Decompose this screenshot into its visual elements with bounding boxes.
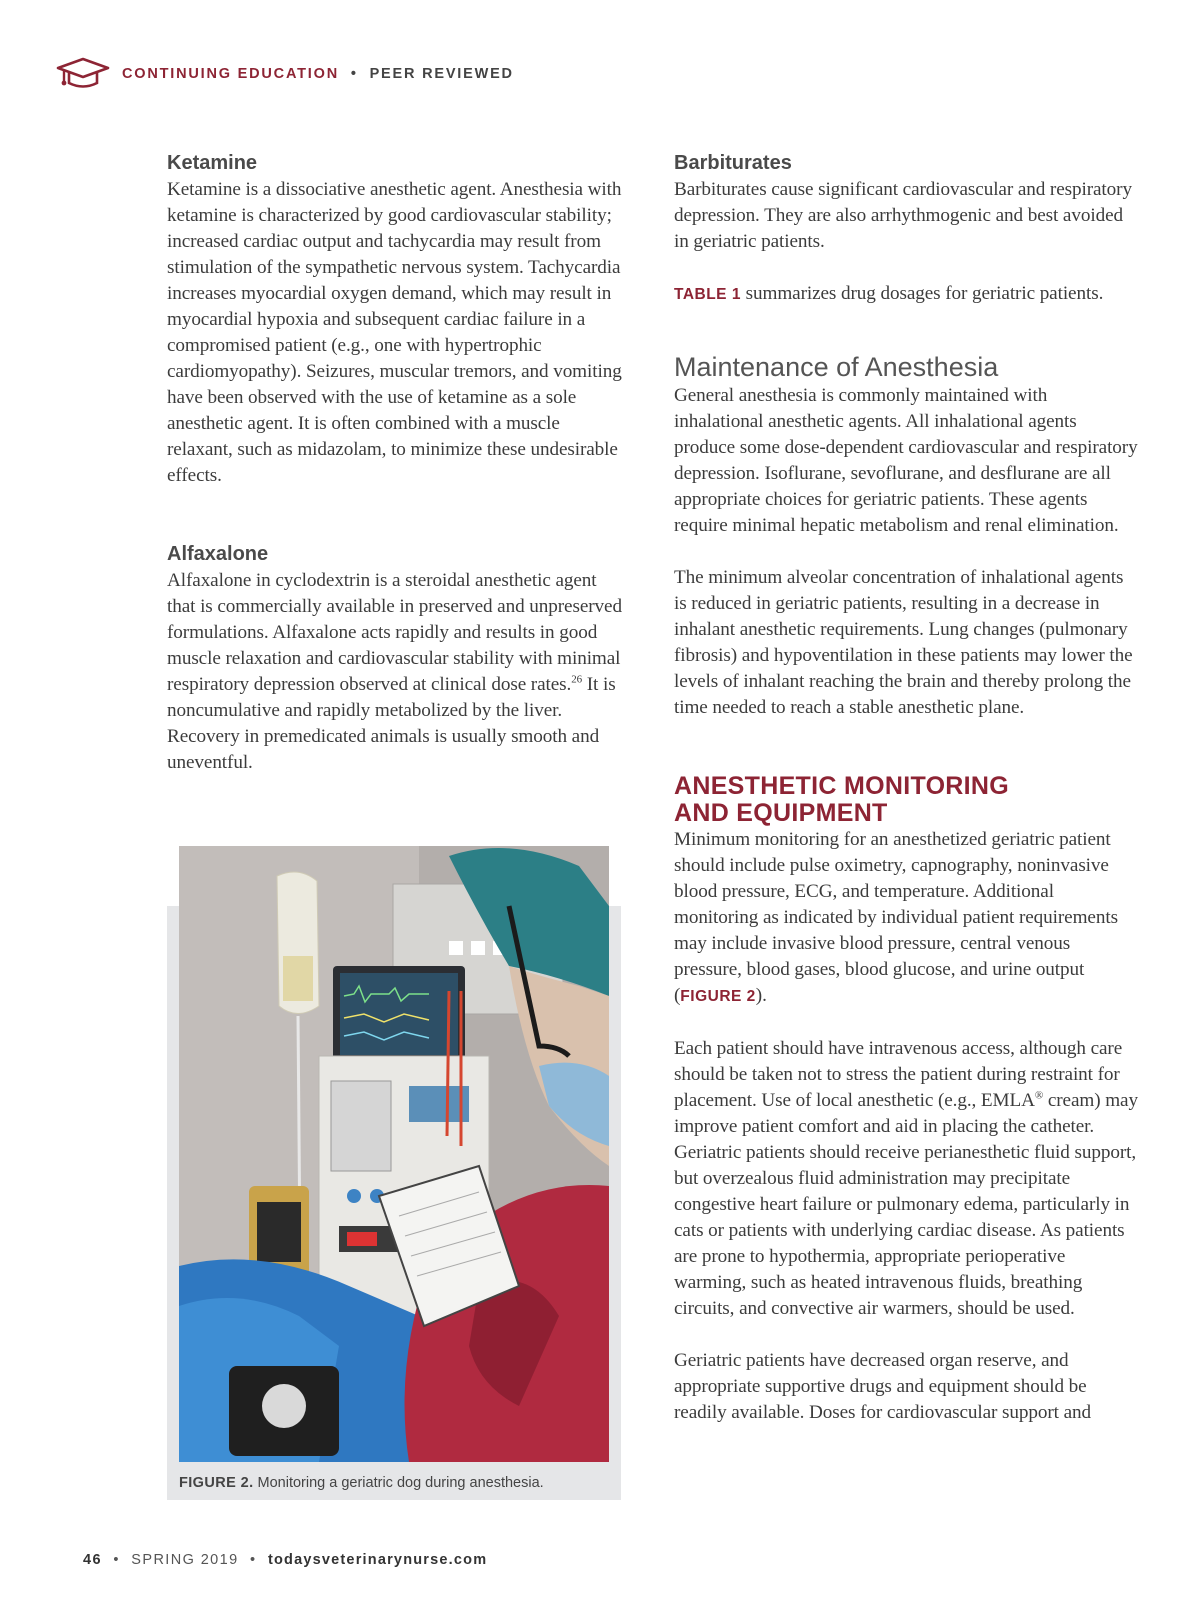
barbiturates-heading: Barbiturates — [674, 152, 792, 174]
figure-label: FIGURE 2. — [179, 1475, 254, 1491]
monitoring-paragraph-3: Geriatric patients have decreased organ reserve, and appropriate supportive drugs and equipment should be readily available. Doses for cardiovascular support and — [674, 1350, 1092, 1424]
peer-reviewed-label: PEER REVIEWED — [369, 66, 514, 82]
monitoring-paragraph-1 — [674, 827, 1140, 1010]
monitoring-heading-line-1: ANESTHETIC MONITORING — [674, 772, 1010, 801]
monitoring-paragraph-2 — [674, 1036, 1140, 1322]
issue-label: SPRING 2019 — [131, 1552, 239, 1568]
alfaxalone-paragraph — [167, 568, 627, 776]
figure-caption-text: Monitoring a geriatric dog during anesthesia. — [253, 1475, 544, 1491]
left-column — [167, 150, 627, 776]
citation-26: 26 — [571, 673, 583, 686]
figure-caption — [179, 1475, 609, 1491]
alfaxalone-heading: Alfaxalone — [167, 543, 269, 565]
maintenance-heading: Maintenance of Anesthesia — [674, 352, 999, 382]
monitoring-paragraph-1-text-b: ). — [755, 985, 767, 1007]
monitoring-paragraph-2-text-a: Each patient should have intravenous access, although care should be taken not to stress the patient during restraint for placement. Use of local anesthetic (e.g., EMLA — [674, 1038, 1123, 1112]
right-column — [674, 150, 1140, 1426]
page-footer — [83, 1552, 487, 1568]
alfaxalone-text-a: Alfaxalone in cyclodextrin is a steroidal anesthetic agent that is commercially available in preserved and unpreserved formulations. Alfaxalone acts rapidly and results in good muscle relaxation and cardiovascular stability with minimal respiratory depression observed at clinical dose rates. — [167, 570, 622, 695]
footer-separator-2: • — [250, 1552, 257, 1568]
monitoring-heading — [674, 773, 1140, 827]
barbiturates-paragraph: Barbiturates cause significant cardiovascular and respiratory depression. They are also arrhythmogenic and best avoided in geriatric patients. — [674, 179, 1132, 252]
figure-photo — [179, 846, 609, 1462]
anesthesia-scene-illustration — [179, 846, 609, 1462]
table-1-link[interactable]: TABLE 1 — [674, 286, 741, 303]
monitoring-heading-line-2: AND EQUIPMENT — [674, 799, 888, 828]
monitoring-paragraph-2-text-b: cream) may improve patient comfort and aid in placing the catheter. Geriatric patients should receive perianesthetic fluid support, but overzealous fluid administration may precipitate congestive heart failure or pulmonary edema, particularly in cats or patients with underlying cardiac disease. As patients are prone to hypothermia, appropriate perioperative warming, such as heated intravenous fluids, breathing circuits, and convective air warmers, should be used. — [674, 1090, 1138, 1320]
graduation-cap-icon — [56, 56, 110, 92]
table-reference-text: summarizes drug dosages for geriatric patients. — [740, 283, 1104, 304]
registered-mark: ® — [1034, 1089, 1044, 1102]
ketamine-paragraph: Ketamine is a dissociative anesthetic agent. Anesthesia with ketamine is characterized by good cardiovascular stability; increased cardiac output and tachycardia may result from stimulation of the sympathetic nervous system. Tachycardia increases myocardial oxygen demand, which may result in myocardial hypoxia and subsequent cardiac failure in a compromised patient (e.g., one with hypertrophic cardiomyopathy). Seizures, muscular tremors, and vomiting have been observed with the use of ketamine as a sole anesthetic agent. It is often combined with a muscle relaxant, such as midazolam, to minimize these undesirable effects. — [167, 179, 622, 486]
alfaxalone-text-b: It is noncumulative and rapidly metabolized by the liver. Recovery in premedicated animals is usually smooth and uneventful. — [167, 674, 616, 773]
footer-separator-1: • — [113, 1552, 120, 1568]
table-reference-paragraph — [674, 281, 1140, 308]
header-label — [122, 66, 514, 82]
maintenance-paragraph-2: The minimum alveolar concentration of inhalational agents is reduced in geriatric patients, resulting in a decrease in inhalant anesthetic requirements. Lung changes (pulmonary fibrosis) and hypoventilation in these patients may lower the levels of inhalant reaching the brain and thereby prolong the time needed to reach a stable anesthetic plane. — [674, 567, 1133, 719]
page-number: 46 — [83, 1552, 102, 1568]
section-label: CONTINUING EDUCATION — [122, 66, 339, 82]
ketamine-heading: Ketamine — [167, 152, 258, 174]
running-header — [56, 56, 514, 92]
header-separator: • — [350, 66, 358, 82]
website-link[interactable]: todaysveterinarynurse.com — [267, 1552, 488, 1568]
figure-2-link[interactable]: FIGURE 2 — [680, 988, 756, 1006]
maintenance-paragraph-1: General anesthesia is commonly maintained with inhalational anesthetic agents. All inhalational agents produce some dose-dependent cardiovascular and respiratory depression. Isoflurane, sevoflurane, and desflurane are all appropriate choices for geriatric patients. These agents require minimal hepatic metabolism and renal elimination. — [674, 385, 1138, 537]
monitoring-paragraph-1-text-a: Minimum monitoring for an anesthetized geriatric patient should include pulse oximetry, capnography, noninvasive blood pressure, ECG, and temperature. Additional monitoring as indicated by individual patient requirements may include invasive blood pressure, central venous pressure, blood gases, blood glucose, and urine output ( — [674, 829, 1118, 1007]
